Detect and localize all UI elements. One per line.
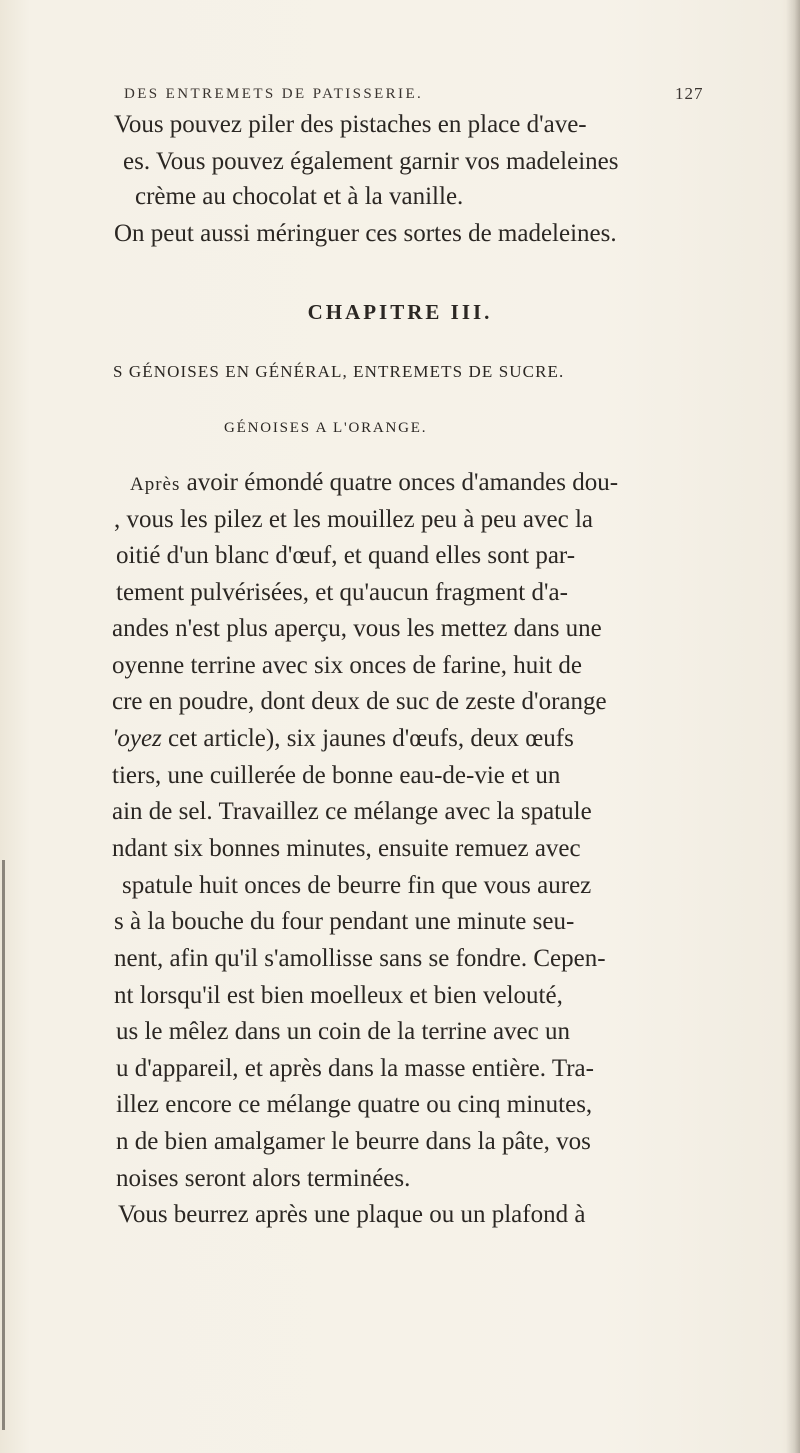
running-title: DES ENTREMETS DE PATISSERIE. <box>124 86 424 102</box>
body-line-11: ndant six bonnes minutes, ensuite remuez avec <box>112 835 581 862</box>
page-number: 127 <box>675 84 704 103</box>
chapter-heading: CHAPITRE III. <box>307 300 493 324</box>
body-line-1-text: avoir émondé quatre onces d'amandes dou- <box>180 469 619 496</box>
body-line-21: Vous beurrez après une plaque ou un plafond à <box>118 1201 586 1228</box>
body-line-10: ain de sel. Travaillez ce mélange avec la spatule <box>112 798 592 825</box>
body-line-14: nent, afin qu'il s'amollisse sans se fondre. Cepen- <box>114 945 606 972</box>
intro-line-2: es. Vous pouvez également garnir vos madeleines <box>123 148 619 175</box>
body-line-17: u d'appareil, et après dans la masse entière. Tra- <box>116 1055 594 1082</box>
intro-line-4: On peut aussi méringuer ces sortes de madeleines. <box>114 220 617 247</box>
body-line-13: s à la bouche du four pendant une minute seu- <box>114 908 575 935</box>
page-edge-rule <box>2 860 5 1430</box>
binding-shadow <box>786 0 800 1453</box>
intro-line-3: crème au chocolat et à la vanille. <box>135 183 464 210</box>
body-line-20: noises seront alors terminées. <box>116 1165 411 1192</box>
voyez-italic: 'oyez <box>112 725 162 752</box>
body-line-3: oitié d'un blanc d'œuf, et quand elles sont par- <box>116 542 576 569</box>
body-line-4: tement pulvérisées, et qu'aucun fragment d'a- <box>116 579 568 606</box>
intro-line-1: Vous pouvez piler des pistaches en place d'ave- <box>114 111 587 138</box>
body-line-9: tiers, une cuillerée de bonne eau-de-vie et un <box>112 762 561 789</box>
running-head <box>0 86 800 110</box>
body-line-15: nt lorsqu'il est bien moelleux et bien velouté, <box>114 982 563 1009</box>
body-line-5: andes n'est plus aperçu, vous les mettez dans une <box>112 615 602 642</box>
body-line-2: , vous les pilez et les mouillez peu à peu avec la <box>114 506 593 533</box>
body-line-16: us le mêlez dans un coin de la terrine avec un <box>116 1018 570 1045</box>
body-line-18: illez encore ce mélange quatre ou cinq minutes, <box>116 1091 593 1118</box>
body-line-19: n de bien amalgamer le beurre dans la pâte, vos <box>116 1128 591 1155</box>
chapter-title: S GÉNOISES EN GÉNÉRAL, ENTREMETS DE SUCRE. <box>113 362 565 381</box>
body-line-7: cre en poudre, dont deux de suc de zeste d'orange <box>112 688 607 715</box>
body-line-8 <box>112 724 574 754</box>
body-line-1 <box>130 468 618 500</box>
recipe-title: GÉNOISES A L'ORANGE. <box>224 420 428 436</box>
drop-word: Après <box>130 474 181 495</box>
body-line-8-text: cet article), six jaunes d'œufs, deux œufs <box>161 725 574 752</box>
body-line-6: oyenne terrine avec six onces de farine, huit de <box>112 652 582 679</box>
body-line-12: spatule huit onces de beurre fin que vous aurez <box>122 872 592 899</box>
